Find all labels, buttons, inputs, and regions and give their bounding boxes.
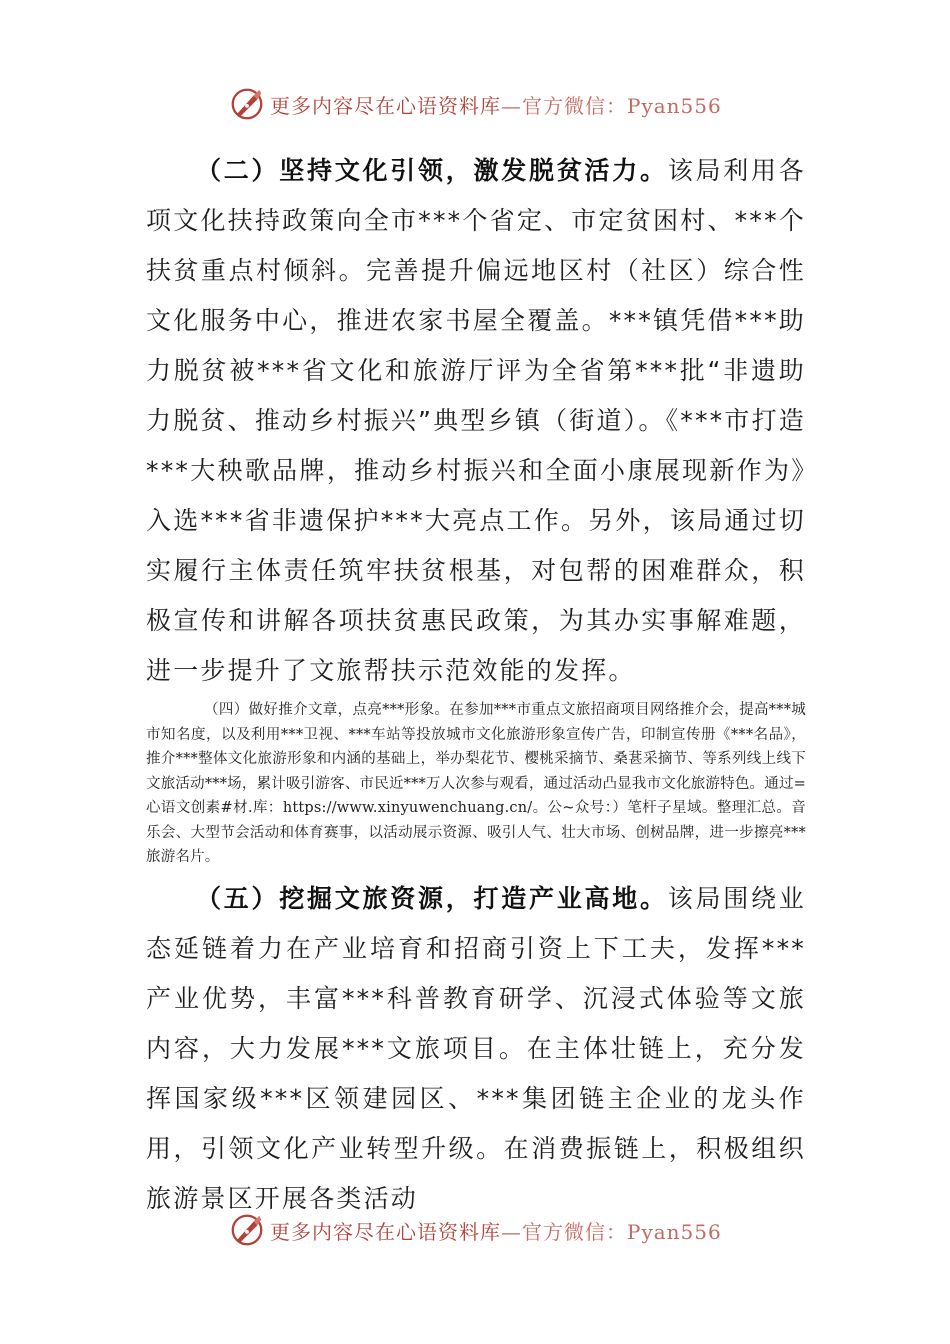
section-2-paragraph [146, 146, 806, 696]
header-banner-tail: —官方微信：Pyan556 [501, 93, 722, 118]
header-banner-text [270, 90, 722, 119]
section-5-body: 该局围绕业态延链着力在产业培育和招商引资上下工夫，发挥***产业优势，丰富***科普教育研学、沉浸式体验等文旅内容，大力发展***文旅项目。在主体壮链上，充分发挥国家级***区领建园区、***集团链主企业的龙头作用，引领文化产业转型升级。在消费振链上，积极组织旅游景区开展各类活动 [146, 883, 806, 1213]
header-banner-main: 更多内容尽在心语资料库 [270, 93, 501, 118]
pen-nib-logo-icon [228, 85, 266, 123]
section-4-paragraph: （四）做好推介文章，点亮***形象。在参加***市重点文旅招商项目网络推介会，提高***城市知名度，以及利用***卫视、***车站等投放城市文化旅游形象宣传广告，印制宣传册《***名品》，推介***整体文化旅游形象和内涵的基础上，举办梨花节、樱桃采摘节、桑葚采摘节、等系列线上线下文旅活动***场，累计吸引游客、市民近***万人次参与观看，通过活动凸显我市文化旅游特色。通过=心语文创素#材.库：https://www.xinyuwenchuang.cn/。公~众号：）笔杆子星域。整理汇总。音乐会、大型节会活动和体育赛事，以活动展示资源、吸引人气、壮大市场、创树品牌，进一步擦亮***旅游名片。 [146, 702, 806, 865]
section-2-body: 该局利用各项文化扶持政策向全市***个省定、市定贫困村、***个扶贫重点村倾斜。完善提升偏远地区村（社区）综合性文化服务中心，推进农家书屋全覆盖。***镇凭借***助力脱贫被***省文化和旅游厅评为全省第***批“非遗助力脱贫、推动乡村振兴”典型乡镇（街道）。《***市打造***大秧歌品牌，推动乡村振兴和全面小康展现新作为》入选***省非遗保护***大亮点工作。另外，该局通过切实履行主体责任筑牢扶贫根基，对包帮的困难群众，积极宣传和讲解各项扶贫惠民政策，为其办实事解难题，进一步提升了文旅帮扶示范效能的发挥。 [146, 156, 806, 685]
footer-banner-tail: —官方微信：Pyan556 [501, 1219, 722, 1244]
document-body [146, 146, 806, 1224]
footer-banner [228, 1210, 748, 1250]
header-banner [228, 84, 748, 124]
pen-nib-logo-icon [228, 1211, 266, 1249]
footer-banner-text [270, 1216, 722, 1245]
section-5-heading: （五）挖掘文旅资源，打造产业高地。 [196, 883, 668, 913]
footer-banner-main: 更多内容尽在心语资料库 [270, 1219, 501, 1244]
section-5-paragraph [146, 874, 806, 1224]
section-2-heading: （二）坚持文化引领，激发脱贫活力。 [196, 156, 668, 185]
